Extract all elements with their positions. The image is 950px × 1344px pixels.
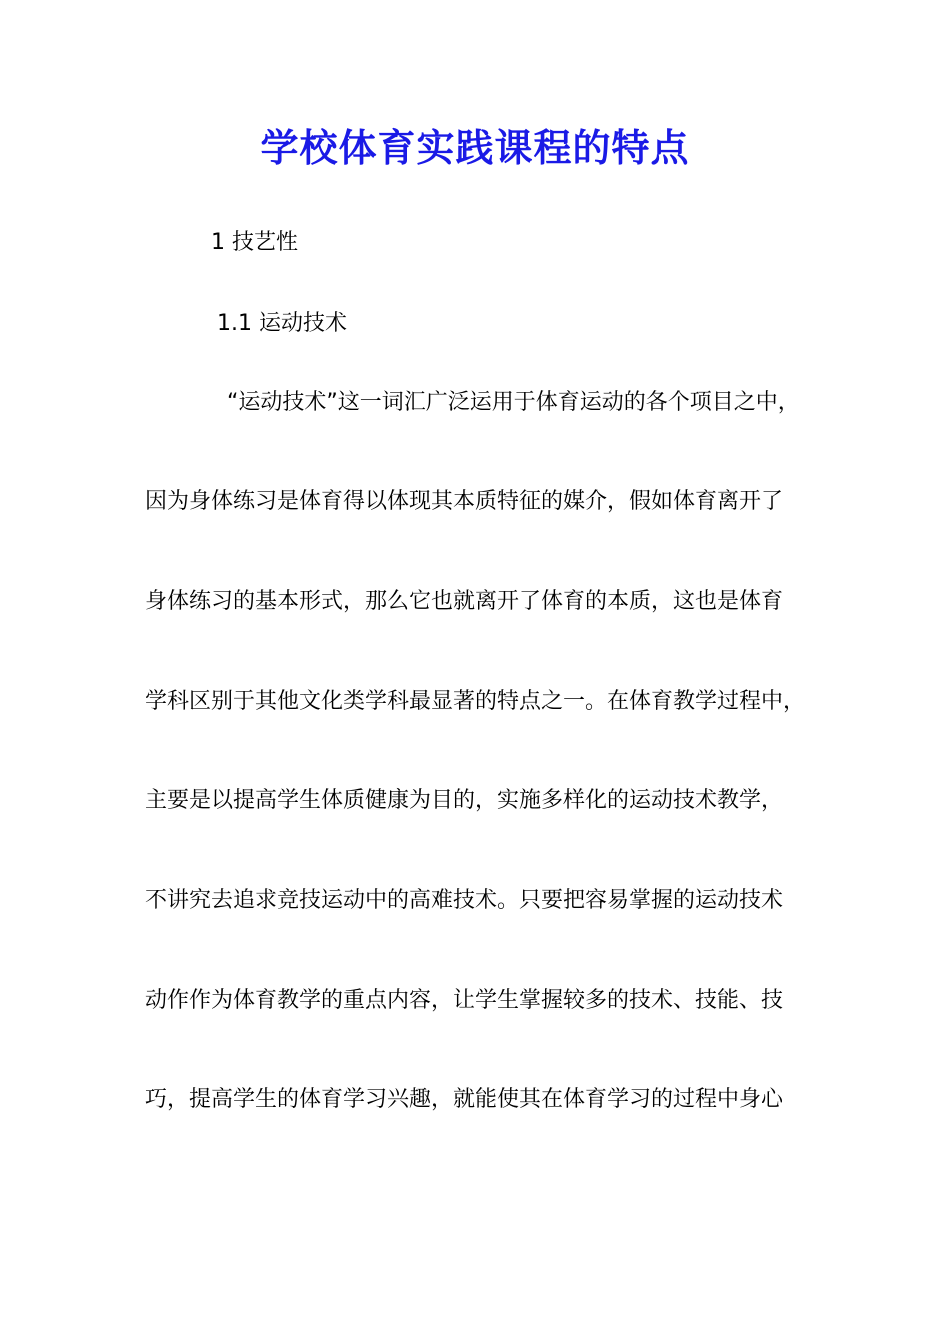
subsection-heading: 1.1 运动技术 [217, 311, 347, 336]
paragraph-line: 巧，提高学生的体育学习兴趣，就能使其在体育学习的过程中身心 [145, 1087, 784, 1112]
paragraph-line: 身体练习的基本形式，那么它也就离开了体育的本质，这也是体育 [145, 589, 784, 614]
section-heading: 1 技艺性 [211, 230, 298, 255]
paragraph-line: 不讲究去追求竞技运动中的高难技术。只要把容易掌握的运动技术 [145, 888, 784, 913]
paragraph-line: “运动技术”这一词汇广泛运用于体育运动的各个项目之中， [227, 390, 800, 415]
document-title: 学校体育实践课程的特点 [260, 125, 690, 170]
paragraph-line: 动作作为体育教学的重点内容，让学生掌握较多的技术、技能、技 [145, 988, 784, 1013]
paragraph-line: 因为身体练习是体育得以体现其本质特征的媒介，假如体育离开了 [145, 489, 784, 514]
paragraph-line: 学科区别于其他文化类学科最显著的特点之一。在体育教学过程中， [145, 689, 806, 714]
paragraph-line: 主要是以提高学生体质健康为目的，实施多样化的运动技术教学， [145, 788, 784, 813]
